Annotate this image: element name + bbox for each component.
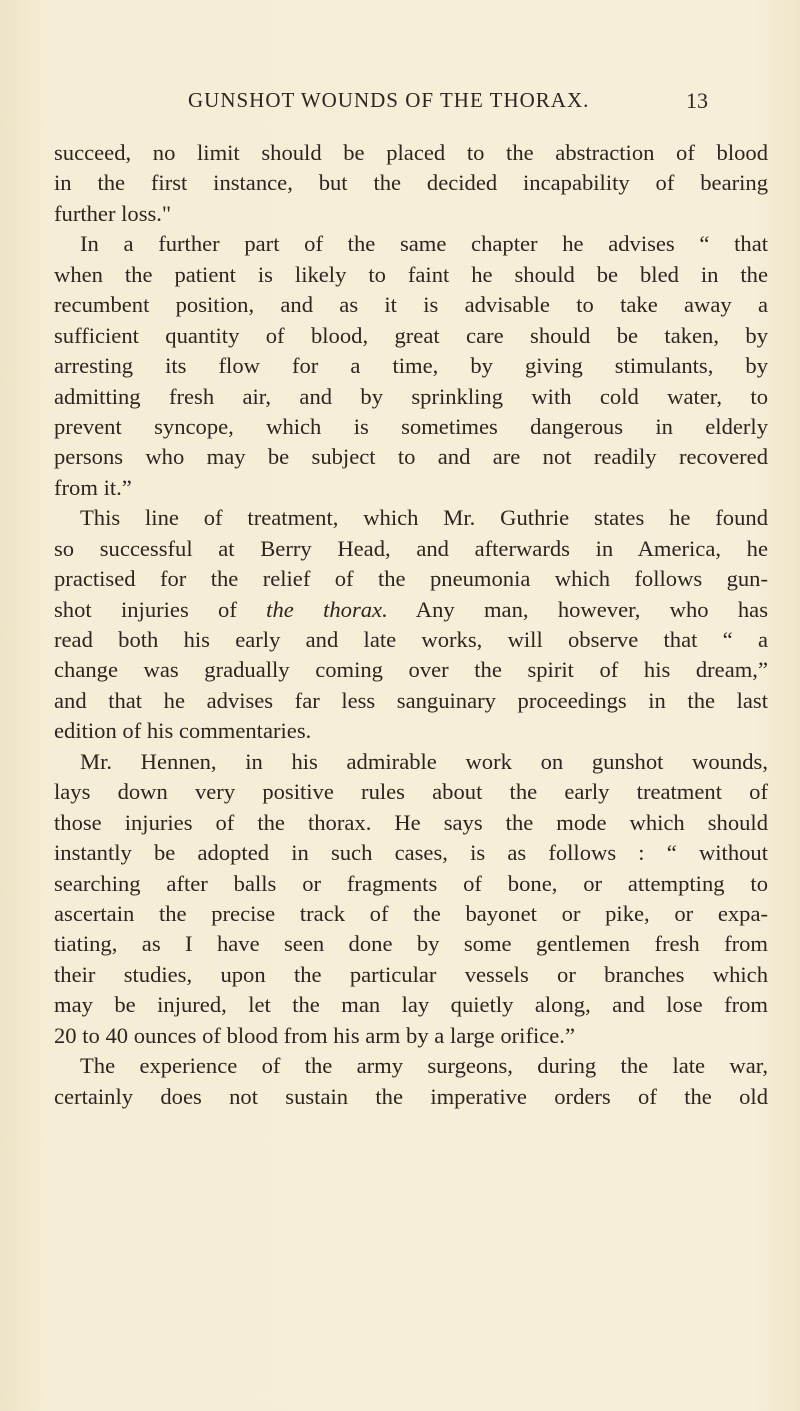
- text-line: ascertain the precise track of the bayonet or pike, or expa-: [54, 900, 768, 926]
- text-line: certainly does not sustain the imperative orders of the old: [54, 1083, 768, 1109]
- text-line: 20 to 40 ounces of blood from his arm by a large orifice.”: [54, 1022, 575, 1048]
- text-segment: shot injuries of: [54, 596, 267, 622]
- text-line: their studies, upon the particular vessels or branches which: [54, 961, 768, 987]
- text-line: [54, 595, 768, 625]
- text-line: so successful at Berry Head, and afterwards in America, he: [54, 535, 768, 561]
- text-line: practised for the relief of the pneumonia which follows gun-: [54, 566, 768, 592]
- text-line: The experience of the army surgeons, during the late war,: [80, 1053, 768, 1079]
- text-line: edition of his commentaries.: [54, 718, 312, 744]
- text-line: those injuries of the thorax. He says the mode which should: [54, 809, 768, 835]
- text-line: This line of treatment, which Mr. Guthrie states he found: [80, 505, 768, 531]
- text-line: and that he advises far less sanguinary proceedings in the last: [54, 687, 768, 713]
- text-line: prevent syncope, which is sometimes dangerous in elderly: [54, 413, 768, 439]
- text-segment: Any man, however, who has: [387, 596, 769, 622]
- text-line: change was gradually coming over the spirit of his dream,”: [54, 657, 768, 683]
- text-line: searching after balls or fragments of bone, or attempting to: [54, 870, 768, 896]
- italic-text-segment: the thorax.: [266, 596, 388, 622]
- text-line: succeed, no limit should be placed to the abstraction of blood: [54, 140, 768, 165]
- running-title: GUNSHOT WOUNDS OF THE THORAX.: [188, 88, 590, 112]
- text-line: recumbent position, and as it is advisable to take away a: [54, 292, 768, 318]
- text-line: Mr. Hennen, in his admirable work on gunshot wounds,: [80, 748, 768, 774]
- text-line: sufficient quantity of blood, great care should be taken, by: [54, 322, 768, 348]
- body-text: [54, 138, 768, 1112]
- text-line: persons who may be subject to and are not readily recovered: [54, 444, 768, 470]
- text-line: may be injured, let the man lay quietly along, and lose from: [54, 992, 768, 1018]
- text-line: from it.”: [54, 474, 132, 500]
- text-line: read both his early and late works, will observe that “ a: [54, 627, 768, 652]
- text-line: admitting fresh air, and by sprinkling with cold water, to: [54, 383, 768, 409]
- text-line: in the first instance, but the decided incapability of bearing: [54, 170, 768, 196]
- text-line: lays down very positive rules about the early treatment of: [54, 779, 768, 805]
- page-number: 13: [686, 88, 708, 113]
- text-line: tiating, as I have seen done by some gentlemen fresh from: [54, 931, 768, 957]
- running-header: [0, 88, 800, 118]
- text-line: instantly be adopted in such cases, is as follows : “ without: [54, 840, 768, 866]
- text-line: In a further part of the same chapter he advises “ that: [80, 231, 768, 257]
- text-line: further loss.": [54, 200, 172, 226]
- text-line: when the patient is likely to faint he should be bled in the: [54, 261, 768, 287]
- text-line: arresting its flow for a time, by giving stimulants, by: [54, 353, 768, 379]
